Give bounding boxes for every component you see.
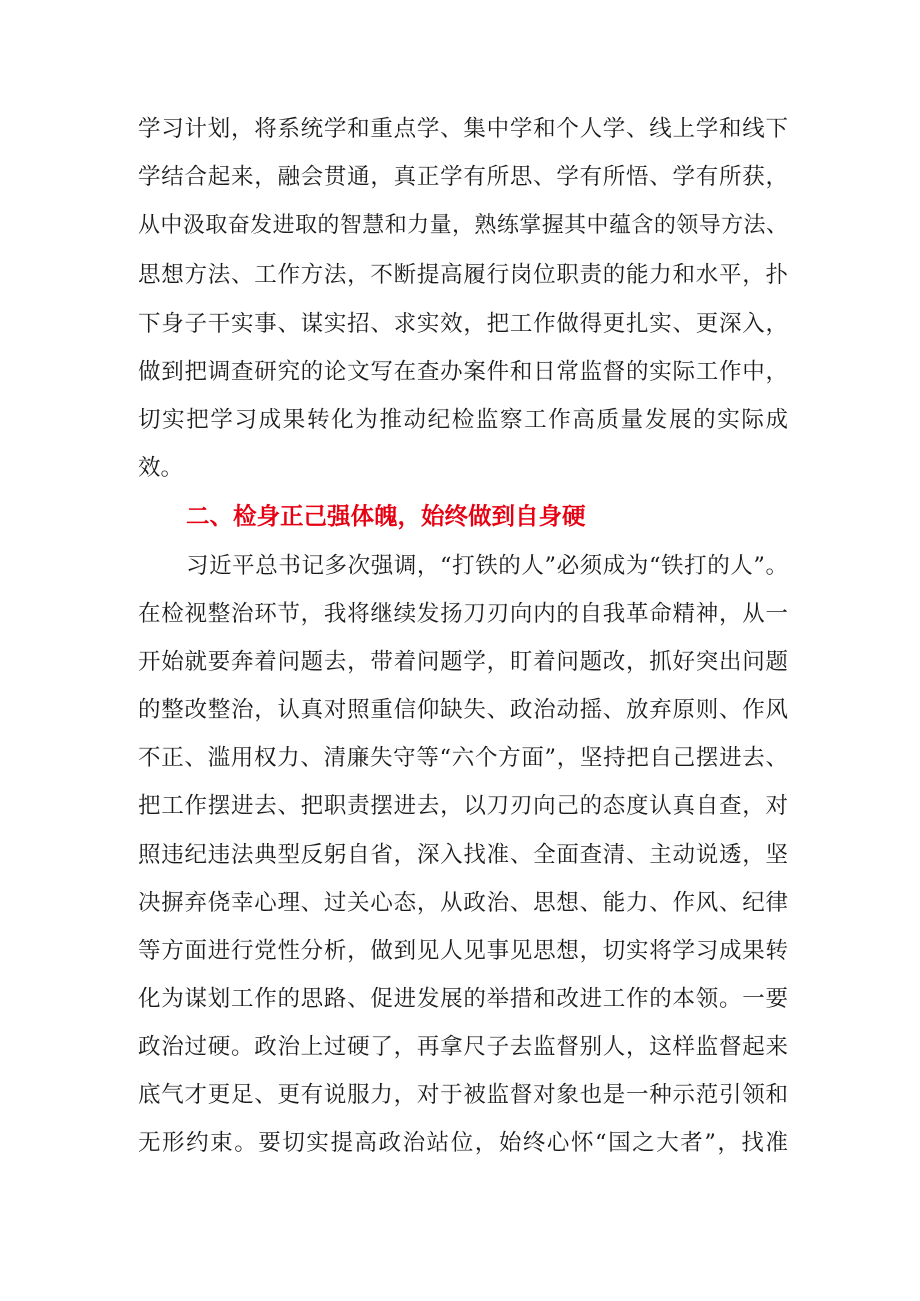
paragraph-1-line-4: 思想方法、工作方法，不断提高履行岗位职责的能力和水平，扑	[138, 262, 788, 288]
paragraph-2-line-8: 决摒弃侥幸心理、过关心态，从政治、思想、能力、作风、纪律	[138, 890, 788, 916]
paragraph-1-line-1: 学习计划，将系统学和重点学、集中学和个人学、线上学和线下	[138, 116, 788, 142]
paragraph-2-line-11: 政治过硬。政治上过硬了，再拿尺子去监督别人，这样监督起来	[138, 1034, 788, 1060]
paragraph-1-line-3: 从中汲取奋发进取的智慧和力量，熟练掌握其中蕴含的领导方法、	[138, 213, 788, 238]
paragraph-2-line-10: 化为谋划工作的思路、促进发展的举措和改进工作的本领。一要	[138, 986, 788, 1012]
paragraph-2-line-4: 的整改整治，认真对照重信仰缺失、政治动摇、放弃原则、作风	[138, 697, 788, 723]
paragraph-2-line-6: 把工作摆进去、把职责摆进去，以刀刃向己的态度认真自查，对	[138, 793, 788, 819]
paragraph-2-line-9: 等方面进行党性分析，做到见人见事见思想，切实将学习成果转	[138, 938, 788, 964]
paragraph-1-line-8: 效。	[138, 455, 184, 481]
paragraph-1-line-7: 切实把学习成果转化为推动纪检监察工作高质量发展的实际成	[138, 407, 788, 433]
paragraph-2-line-5: 不正、滥用权力、清廉失守等“六个方面”，坚持把自己摆进去、	[138, 745, 788, 771]
paragraph-1-line-2: 学结合起来，融会贯通，真正学有所思、学有所悟、学有所获，	[138, 164, 788, 190]
paragraph-1-line-5: 下身子干实事、谋实招、求实效，把工作做得更扎实、更深入，	[138, 311, 788, 337]
paragraph-2-line-7: 照违纪违法典型反躬自省，深入找准、全面查清、主动说透，坚	[138, 842, 788, 868]
paragraph-2-line-3: 开始就要奔着问题去，带着问题学，盯着问题改，抓好突出问题	[138, 649, 788, 675]
section-heading: 二、检身正己强体魄，始终做到自身硬	[186, 502, 586, 530]
paragraph-2-line-13: 无形约束。要切实提高政治站位，始终心怀“国之大者”，找准	[138, 1130, 788, 1156]
paragraph-2-line-2: 在检视整治环节，我将继续发扬刀刃向内的自我革命精神，从一	[138, 601, 788, 627]
paragraph-2-line-12: 底气才更足、更有说服力，对于被监督对象也是一种示范引领和	[138, 1082, 788, 1108]
paragraph-2-line-1: 习近平总书记多次强调，“打铁的人”必须成为“铁打的人”。	[186, 553, 788, 579]
paragraph-1-line-6: 做到把调查研究的论文写在查办案件和日常监督的实际工作中，	[138, 359, 788, 385]
